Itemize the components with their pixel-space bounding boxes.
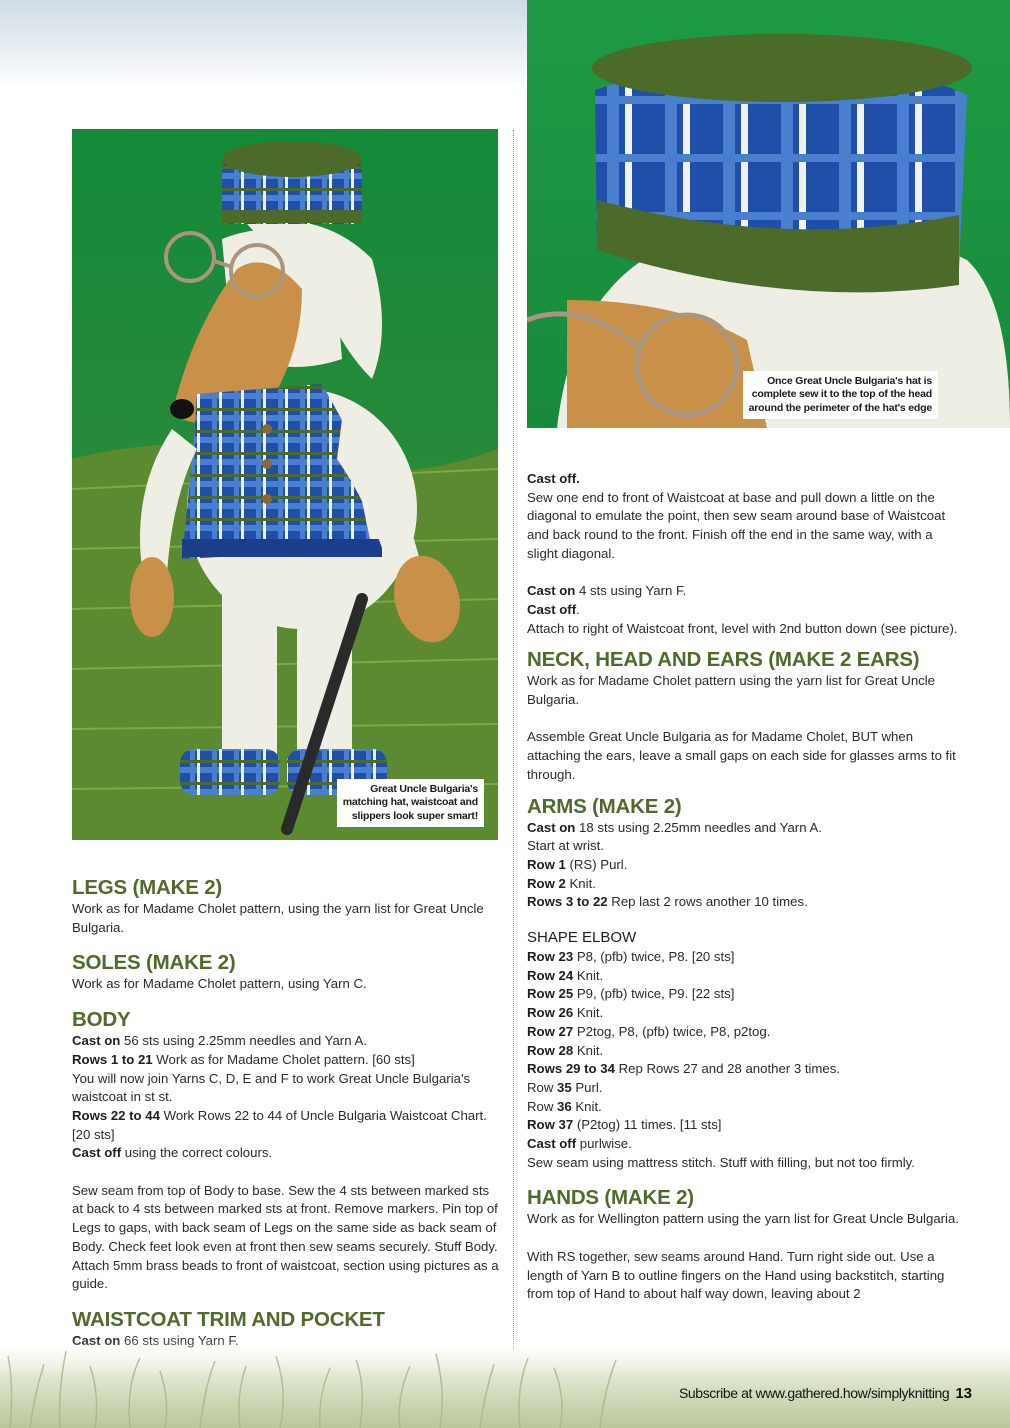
- body-join-text: You will now join Yarns C, D, E and F to work Great Uncle Bulgaria's waistcoat in st st.: [72, 1070, 471, 1105]
- elbow-row-27: Row 27 P2tog, P8, (pfb) twice, P8, p2tog.: [527, 1023, 771, 1039]
- column-divider: [513, 130, 514, 1350]
- hands-text-1: Work as for Wellington pattern using the yarn list for Great Uncle Bulgaria.: [527, 1211, 959, 1227]
- page-footer: [679, 1385, 972, 1402]
- trim-cast-off: Cast off.: [527, 471, 580, 486]
- hands-heading: HANDS (MAKE 2): [527, 1186, 694, 1210]
- neck-heading: NECK, HEAD AND EARS (MAKE 2 EARS): [527, 648, 920, 672]
- trim-heading: WAISTCOAT TRIM AND POCKET: [72, 1307, 385, 1331]
- elbow-row-23: Row 23 P8, (pfb) twice, P8. [20 sts]: [527, 949, 735, 965]
- elbow-row-24: Row 24 Knit.: [527, 967, 604, 983]
- soles-text: Work as for Madame Cholet pattern, using Yarn C.: [72, 976, 367, 992]
- neck-text-1: Work as for Madame Cholet pattern using the yarn list for Great Uncle Bulgaria.: [527, 673, 936, 708]
- body-rows-1-21: Rows 1 to 21 Work as for Madame Cholet pattern. [60 sts]: [72, 1051, 415, 1067]
- photo-caption-right: Once Great Uncle Bulgaria's hat is complete sew it to the top of the head around the perimeter of the hat's edge: [743, 371, 938, 420]
- hands-text-2: With RS together, sew seams around Hand. Turn right side out. Use a length of Yarn B to outline fingers on the Hand using backstitch, starting from top of Hand to about half way down, leaving about 2: [527, 1248, 945, 1302]
- body-cast-off: Cast off using the correct colours.: [72, 1145, 273, 1161]
- trim-sew-text: Sew one end to front of Waistcoat at base and pull down a little on the diagonal to emulate the point, then sew seam around base of Waistcoat and back round to the front. Finish off the end in the same way, with a slight diagonal.: [527, 489, 946, 561]
- hat-closeup-illustration: [527, 0, 1010, 428]
- arms-cast-on: Cast on 18 sts using 2.25mm needles and Yarn A.: [527, 819, 822, 835]
- page-number: 13: [955, 1385, 972, 1402]
- pocket-attach-text: Attach to right of Waistcoat front, level with 2nd button down (see picture).: [527, 620, 958, 636]
- shape-elbow-heading: SHAPE ELBOW: [527, 929, 637, 947]
- elbow-rows-29-34: Rows 29 to 34 Rep Rows 27 and 28 another 3 times.: [527, 1061, 841, 1077]
- grass-border: [0, 1336, 1010, 1428]
- body-cast-on: Cast on 56 sts using 2.25mm needles and Yarn A.: [72, 1033, 367, 1049]
- elbow-row-37: Row 37 (P2tog) 11 times. [11 sts]: [527, 1117, 722, 1133]
- pocket-cast-off: Cast off.: [527, 601, 580, 617]
- body-rows-22-44: Rows 22 to 44 Work Rows 22 to 44 of Uncle Bulgaria Waistcoat Chart. [20 sts]: [72, 1107, 487, 1142]
- arms-rows-3-22: Rows 3 to 22 Rep last 2 rows another 10 times.: [527, 894, 808, 910]
- elbow-cast-off: Cast off purlwise.: [527, 1136, 632, 1152]
- arms-heading: ARMS (MAKE 2): [527, 794, 682, 818]
- neck-text-2: Assemble Great Uncle Bulgaria as for Madame Cholet, BUT when attaching the ears, leave a small gaps on each side for glasses arms to fit through.: [527, 729, 956, 782]
- subscribe-link[interactable]: Subscribe at www.gathered.how/simplyknitting: [678, 1385, 950, 1401]
- arms-row-1: Row 1 (RS) Purl.: [527, 856, 628, 872]
- elbow-row-28: Row 28 Knit.: [527, 1042, 604, 1058]
- right-column: [527, 470, 967, 1304]
- elbow-row-25: Row 25 P9, (pfb) twice, P9. [22 sts]: [527, 986, 735, 1002]
- left-column: [72, 876, 502, 1351]
- photo-great-uncle-bulgaria: [72, 129, 498, 840]
- body-sew-text: Sew seam from top of Body to base. Sew the 4 sts between marked sts at back to 4 sts between marked sts at front. Remove markers. Pin top of Legs to gaps, with back seam of Legs on the same side as back seam of Body. Check feet look even at front then sew seams securely. Stuff Body. Attach 5mm brass beads to front of waistcoat, section using pictures as a guide.: [72, 1182, 499, 1292]
- sky-background: [0, 0, 527, 90]
- arms-row-2: Row 2 Knit.: [527, 875, 596, 891]
- body-heading: BODY: [72, 1008, 131, 1032]
- knitted-toy-illustration: [72, 129, 498, 840]
- soles-heading: SOLES (MAKE 2): [72, 951, 236, 975]
- photo-caption-left: Great Uncle Bulgaria's matching hat, waistcoat and slippers look super smart!: [337, 779, 484, 828]
- elbow-row-35: Row 35 Purl.: [527, 1079, 603, 1095]
- arms-start: Start at wrist.: [527, 838, 604, 854]
- elbow-row-36: Row 36 Knit.: [527, 1098, 602, 1114]
- legs-text: Work as for Madame Cholet pattern, using the yarn list for Great Uncle Bulgaria.: [72, 901, 484, 935]
- elbow-row-26: Row 26 Knit.: [527, 1005, 604, 1021]
- photo-hat-closeup: [527, 0, 1010, 428]
- elbow-sew-text: Sew seam using mattress stitch. Stuff with filling, but not too firmly.: [527, 1154, 915, 1170]
- pocket-cast-on: Cast on 4 sts using Yarn F.: [527, 583, 687, 599]
- legs-heading: LEGS (MAKE 2): [72, 876, 223, 899]
